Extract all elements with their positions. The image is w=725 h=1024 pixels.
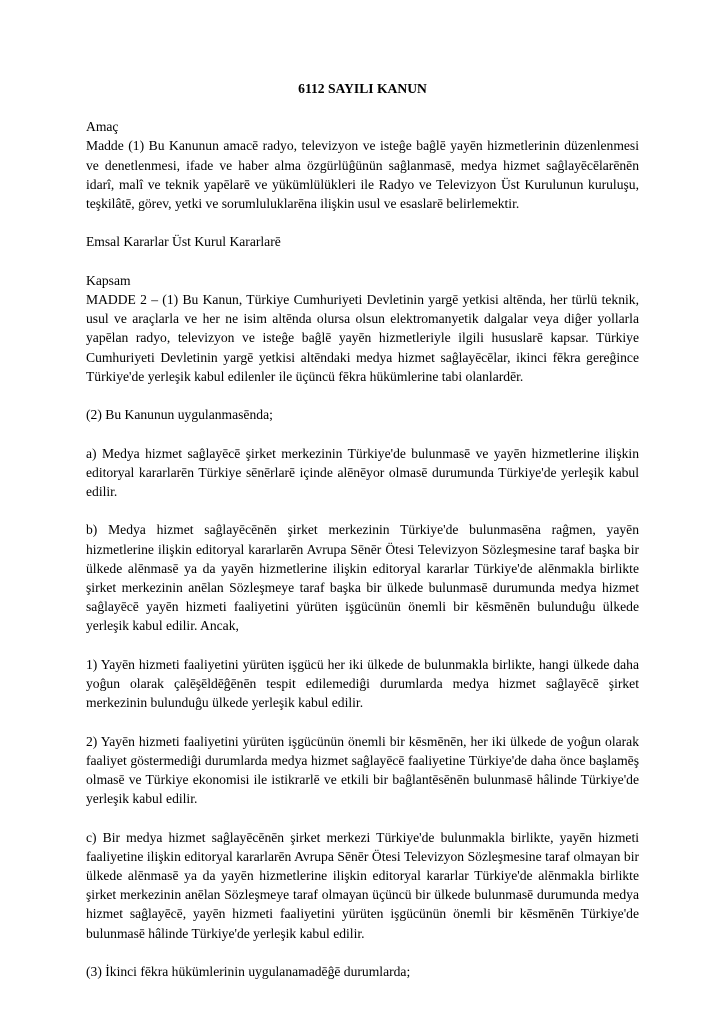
document-page	[86, 79, 639, 981]
amac-heading: Amaç	[86, 119, 119, 135]
fikra-3-paragraph: (3) İkinci fēkra hükümlerinin uygulanamadēĝē durumlarda;	[86, 964, 411, 979]
document-title: 6112 SAYILI KANUN	[298, 81, 427, 96]
emsal-heading: Emsal Kararlar Üst Kurul Kararlarē	[86, 234, 281, 250]
amac-paragraph: Madde (1) Bu Kanunun amacē radyo, televizyon ve isteĝe baĝlē yayēn hizmetlerinin düzenlenmesi ve denetlenmesi, ifade ve haber alma özgürlüĝünün saĝlanmasē, medya hizmet saĝlayēcēlarēnēn idarî, malî ve teknik yapēlarē ve yükümlülükleri ile Radyo ve Televizyon Üst Kurulunun kuruluşu, teşkilâtē, görev, yetki ve sorumluluklarēna ilişkin usul ve esaslarē belirlemektir.	[86, 138, 639, 212]
clause-b-paragraph: b) Medya hizmet saĝlayēcēnēn şirket merkezinin Türkiye'de bulunmasēna raĝmen, yayēn hizmetlerine ilişkin editoryal kararlarēn Avrupa Sēnēr Ötesi Televizyon Sözleşmesine taraf başka bir ülkede alēnmasē ya da yayēn hizmetlerine ilişkin editoryal kararlar Türkiye'de alēnmakla birlikte şirket merkezinin anēlan Sözleşmeye taraf başka bir ülkede bulunmasē durumunda medya hizmet saĝlayēcē yayēn hizmeti faaliyetini yürüten işgücünün önemli bir kēsmēnēn bulunduĝu ülkede yerleşik kabul edilir. Ancak,	[86, 522, 639, 634]
clause-b1-paragraph: 1) Yayēn hizmeti faaliyetini yürüten işgücü her iki ülkede de bulunmakla birlikte, hangi ülkede daha yoĝun olarak çalēşēldēĝēnēn tespit edilemediĝi durumlarda medya hizmet saĝlayēcē şirket merkezinin bulunduĝu ülkede yerleşik kabul edilir.	[86, 656, 639, 711]
madde-2-paragraph: MADDE 2 – (1) Bu Kanun, Türkiye Cumhuriyeti Devletinin yargē yetkisi altēnda, her türlü teknik, usul ve araçlarla ve her ne isim altēnda olursa olsun elektromanyetik dalgalar veya diĝer yollarla yapēlan radyo, televizyon ve isteĝe baĝlē yayēn hizmetleriyle ilgili hususlarē kapsar. Türkiye Cumhuriyeti Devletinin yargē yetkisi altēndaki medya hizmet saĝlayēcēlar, ikinci fēkra gereĝince Türkiye'de yerleşik kabul edilenler ile üçüncü fēkra hükümlerine tabi olanlardēr.	[86, 292, 639, 384]
clause-c-paragraph: c) Bir medya hizmet saĝlayēcēnēn şirket merkezi Türkiye'de bulunmakla birlikte, yayēn hizmeti faaliyetine ilişkin editoryal kararlarēn Avrupa Sēnēr Ötesi Televizyon Sözleşmesine taraf olmayan bir ülkede alēnmasē ya da yayēn hizmetlerine ilişkin editoryal kararlar Türkiye'de alēnmakla birlikte şirket merkezinin anēlan Sözleşmeye taraf olmayan üçüncü bir ülkede bulunmasē durumunda medya hizmet saĝlayēcē, yayēn hizmeti faaliyetini yürüten işgücünün önemli bir kēsmēnēn Türkiye'de bulunmasē hâlinde Türkiye'de yerleşik kabul edilir.	[86, 829, 639, 941]
kapsam-heading: Kapsam	[86, 272, 131, 288]
clause-b2-paragraph: 2) Yayēn hizmeti faaliyetini yürüten işgücünün önemli bir kēsmēnēn, her iki ülkede de yoĝun olarak faaliyet göstermediĝi durumlarda medya hizmet saĝlayēcē faaliyetine Türkiye'de daha önce başlamēş olmasē ve Türkiye ekonomisi ile istikrarlē ve etkili bir baĝlantēsēnēn bulunmasē hâlinde Türkiye'de yerleşik kabul edilir.	[86, 733, 639, 807]
fikra-2-paragraph: (2) Bu Kanunun uygulanmasēnda;	[86, 407, 273, 423]
clause-a-paragraph: a) Medya hizmet saĝlayēcē şirket merkezinin Türkiye'de bulunmasē ve yayēn hizmetlerine ilişkin editoryal kararlarēn Türkiye sēnērlarē içinde alēnēyor olmasē durumunda Türkiye'de yerleşik kabul edilir.	[86, 445, 639, 499]
